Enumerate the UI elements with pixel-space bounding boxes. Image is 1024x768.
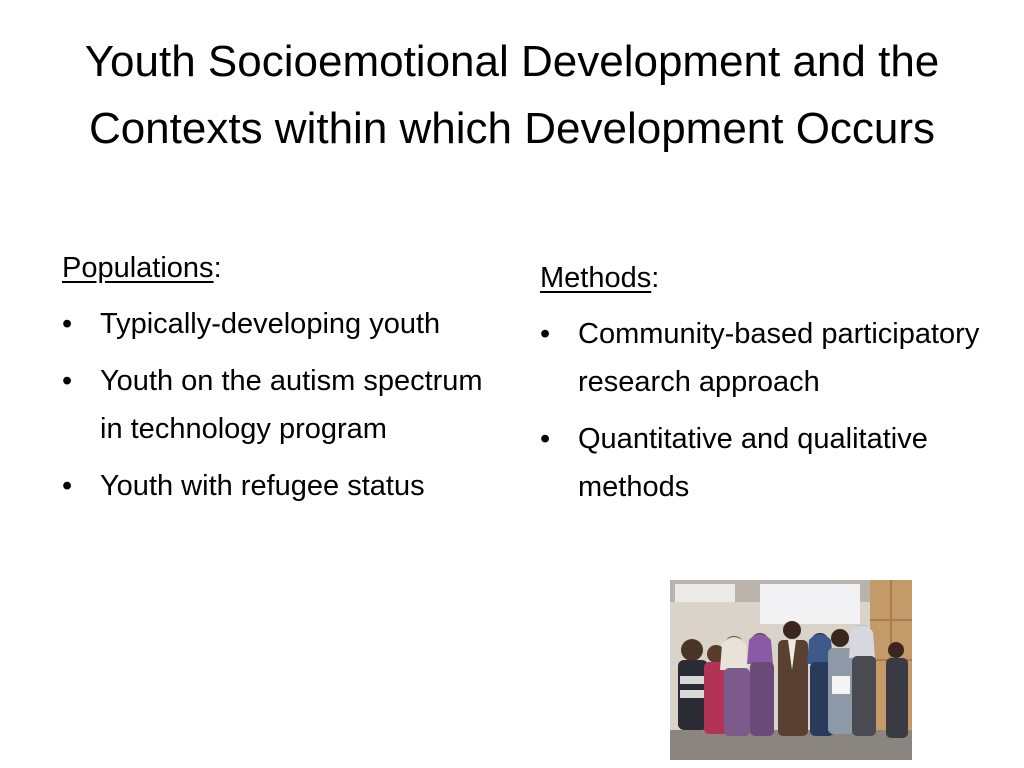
list-item-text: Youth on the autism spectrum in technology program <box>100 365 483 445</box>
list-item <box>62 462 502 510</box>
methods-list <box>540 310 980 511</box>
methods-section <box>540 254 980 520</box>
list-item <box>62 357 502 453</box>
populations-list <box>62 300 502 510</box>
methods-heading <box>540 254 980 302</box>
methods-heading-colon: : <box>651 262 660 294</box>
group-photo-illustration <box>670 580 912 760</box>
list-item <box>540 415 980 511</box>
populations-heading <box>62 244 502 292</box>
populations-heading-text: Populations <box>62 252 214 284</box>
list-item-text: Community-based participatory research approach <box>578 318 980 398</box>
populations-heading-colon: : <box>213 252 222 284</box>
bullet-icon: • <box>540 423 551 455</box>
list-item-text: Quantitative and qualitative methods <box>578 423 928 503</box>
slide-title: Youth Socioemotional Development and the Contexts within which Development Occurs <box>84 37 940 153</box>
bullet-icon: • <box>540 318 551 350</box>
bullet-icon: • <box>62 470 73 502</box>
list-item <box>540 310 980 406</box>
group-photo <box>670 580 912 760</box>
populations-section <box>62 244 502 519</box>
bullet-icon: • <box>62 308 73 340</box>
list-item-text: Youth with refugee status <box>100 470 425 502</box>
methods-heading-text: Methods <box>540 262 652 294</box>
list-item-text: Typically-developing youth <box>100 308 441 340</box>
bullet-icon: • <box>62 365 73 397</box>
list-item <box>62 300 502 348</box>
